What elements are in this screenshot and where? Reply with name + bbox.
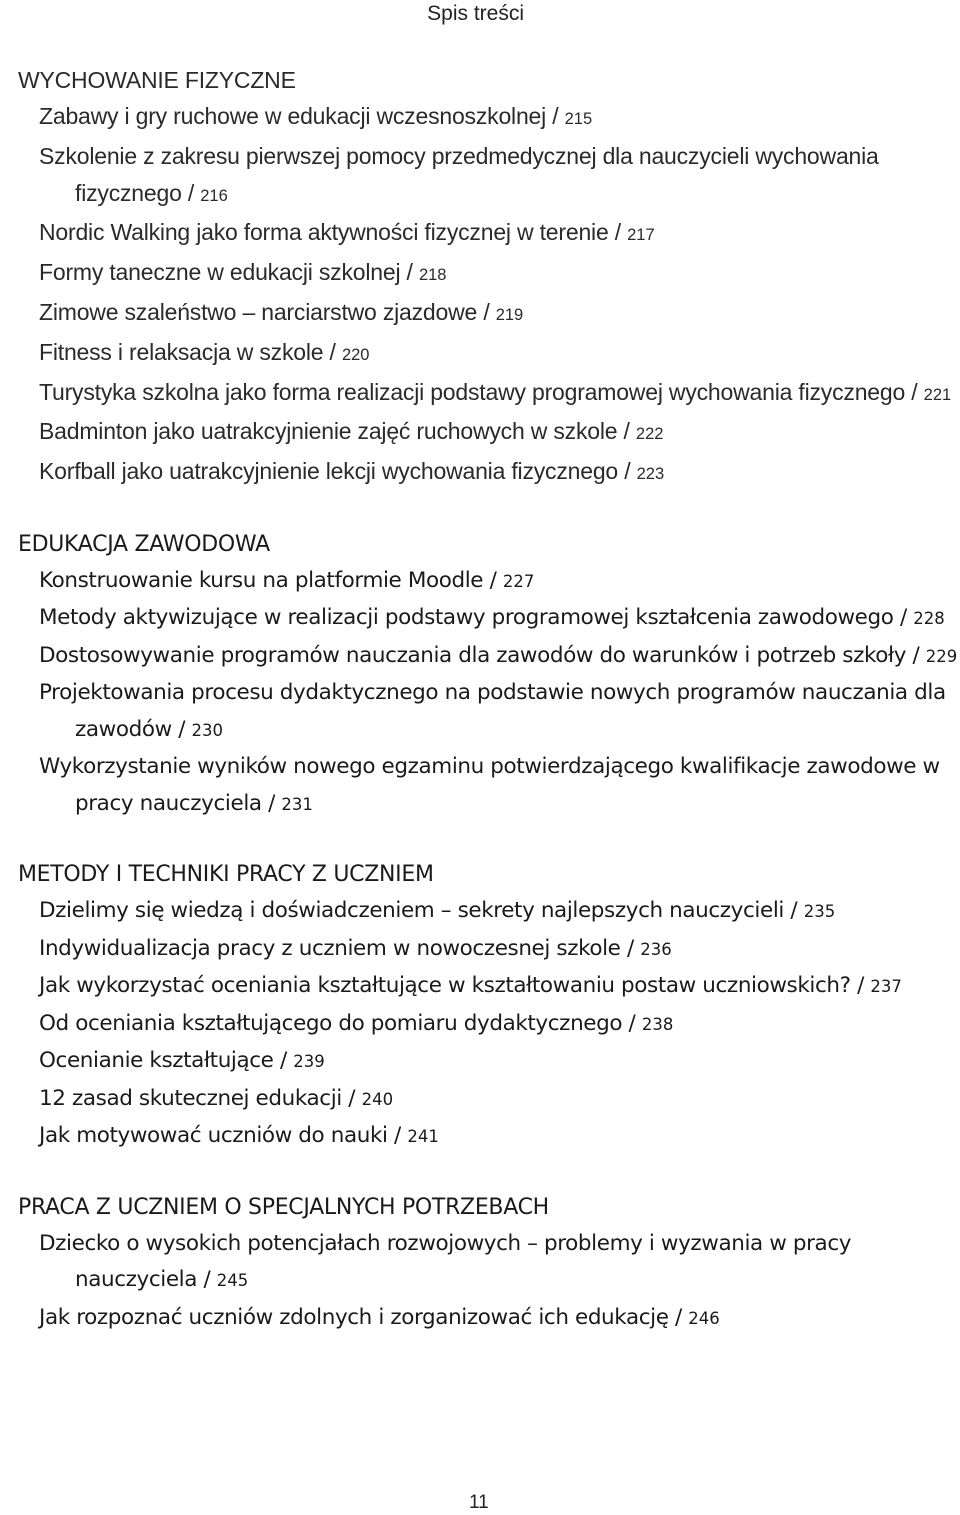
toc-entry: Dzielimy się wiedzą i doświadczeniem – sekrety najlepszych nauczycieli / 235: [39, 898, 836, 924]
entry-title: Formy taneczne w edukacji szkolnej: [39, 259, 401, 286]
toc-section: [18, 527, 958, 824]
entry-title: Badminton jako uatrakcyjnienie zajęć ruchowych w szkole: [39, 418, 618, 445]
toc-entry: Indywidualizacja pracy z uczniem w nowoczesnej szkole / 236: [39, 935, 672, 961]
toc-section: [18, 857, 958, 1156]
entry-title: Jak wykorzystać oceniania kształtujące w kształtowaniu postaw uczniowskich?: [39, 973, 851, 999]
entry-page: 223: [636, 465, 665, 484]
entry-page: 231: [281, 794, 313, 814]
toc-entry: Od oceniania kształtującego do pomiaru dydaktycznego / 238: [39, 1010, 674, 1036]
toc-entry: Konstruowanie kursu na platformie Moodle / 227: [39, 567, 535, 593]
running-head: Spis treści: [427, 2, 524, 25]
entry-title: Indywidualizacja pracy z uczniem w nowoczesnej szkole: [39, 935, 621, 961]
entry-title: Jak motywować uczniów do nauki: [39, 1123, 388, 1149]
entry-title: Dziecko o wysokich potencjałach rozwojowych – problemy i wyzwania w pracy nauczyciela: [39, 1230, 852, 1293]
entry-title: Jak rozpoznać uczniów zdolnych i zorganizować ich edukację: [39, 1304, 669, 1330]
entry-title: Szkolenie z zakresu pierwszej pomocy przedmedycznej dla nauczycieli wychowania fizycznego: [39, 142, 879, 206]
entry-page: 215: [564, 110, 593, 128]
entry-page: 221: [923, 385, 952, 404]
toc-entry: 12 zasad skutecznej edukacji / 240: [39, 1085, 394, 1111]
toc-entry: Metody aktywizujące w realizacji podstawy programowej kształcenia zawodowego / 228: [39, 605, 945, 631]
entry-page: 238: [641, 1014, 674, 1034]
entry-page: 216: [200, 186, 228, 205]
toc-entry: Badminton jako uatrakcyjnienie zajęć ruchowych w szkole / 222: [39, 418, 664, 445]
section-title: PRACA Z UCZNIEM O SPECJALNYCH POTRZEBACH: [18, 1194, 549, 1220]
toc-entry: Jak rozpoznać uczniów zdolnych i zorganizować ich edukację / 246: [39, 1304, 720, 1330]
toc-section: [18, 62, 958, 493]
toc-entry: Dziecko o wysokich potencjałach rozwojowych – problemy i wyzwania w pracy nauczyciela / 245: [39, 1230, 852, 1293]
entry-page: 219: [495, 305, 524, 324]
toc-entry: Projektowania procesu dydaktycznego na podstawie nowych programów nauczania dla zawodów / 230: [39, 680, 946, 742]
entry-title: Metody aktywizujące w realizacji podstawy programowej kształcenia zawodowego: [39, 605, 894, 631]
entry-title: 12 zasad skutecznej edukacji: [39, 1085, 342, 1111]
toc-entry: Turystyka szkolna jako forma realizacji podstawy programowej wychowania fizycznego / 221: [39, 378, 952, 405]
entry-page: 228: [913, 609, 945, 629]
toc-entry: Ocenianie kształtujące / 239: [39, 1048, 325, 1074]
entry-title: Ocenianie kształtujące: [39, 1048, 274, 1074]
section-title: METODY I TECHNIKI PRACY Z UCZNIEM: [18, 862, 434, 888]
section-title: EDUKACJA ZAWODOWA: [18, 531, 270, 557]
entry-title: Dostosowywanie programów nauczania dla zawodów do warunków i potrzeb szkoły: [39, 642, 907, 668]
toc-entry: Zabawy i gry ruchowe w edukacji wczesnoszkolnej / 215: [39, 103, 593, 129]
entry-page: 230: [191, 720, 224, 740]
entry-title: Fitness i relaksacja w szkole: [39, 338, 324, 365]
toc-entry: Jak wykorzystać oceniania kształtujące w kształtowaniu postaw uczniowskich? / 237: [39, 973, 902, 999]
entry-page: 240: [361, 1089, 394, 1109]
entry-page: 237: [870, 977, 902, 997]
section-title: WYCHOWANIE FIZYCZNE: [18, 67, 296, 93]
toc-entry: Wykorzystanie wyników nowego egzaminu potwierdzającego kwalifikacje zawodowe w pracy nauczyciela / 231: [39, 754, 940, 816]
entry-page: 222: [635, 425, 664, 444]
toc-entry: Nordic Walking jako forma aktywności fizycznej w terenie / 217: [39, 219, 655, 246]
entry-page: 235: [803, 902, 836, 922]
entry-title: Korfball jako uatrakcyjnienie lekcji wychowania fizycznego: [39, 458, 619, 485]
toc-entry: Fitness i relaksacja w szkole / 220: [39, 338, 370, 365]
toc-entry: Jak motywować uczniów do nauki / 241: [39, 1123, 439, 1149]
entry-title: Projektowania procesu dydaktycznego na podstawie nowych programów nauczania dla zawodów: [39, 680, 946, 742]
entry-page: 245: [216, 1271, 249, 1291]
entry-page: 239: [293, 1052, 325, 1072]
table-of-contents: [18, 62, 958, 1371]
entry-page: 227: [502, 571, 535, 591]
entry-title: Wykorzystanie wyników nowego egzaminu potwierdzającego kwalifikacje zawodowe w pracy nauczyciela: [39, 754, 940, 816]
entry-page: 246: [688, 1308, 720, 1328]
entry-title: Konstruowanie kursu na platformie Moodle: [39, 567, 484, 593]
entry-title: Turystyka szkolna jako forma realizacji podstawy programowej wychowania fizycznego: [39, 378, 906, 405]
entry-page: 229: [925, 646, 958, 666]
page-number: 11: [469, 1492, 489, 1513]
entry-title: Zimowe szaleństwo – narciarstwo zjazdowe: [39, 298, 478, 325]
toc-section: [18, 1190, 958, 1338]
toc-entry: Korfball jako uatrakcyjnienie lekcji wychowania fizycznego / 223: [39, 458, 665, 485]
entry-page: 241: [407, 1127, 439, 1147]
entry-title: Nordic Walking jako forma aktywności fizycznej w terenie: [39, 219, 609, 246]
toc-entry: Szkolenie z zakresu pierwszej pomocy przedmedycznej dla nauczycieli wychowania fizycznego / 216: [39, 142, 879, 206]
entry-title: Od oceniania kształtującego do pomiaru dydaktycznego: [39, 1010, 623, 1036]
entry-page: 218: [418, 266, 447, 285]
entry-page: 217: [627, 226, 655, 245]
toc-entry: Dostosowywanie programów nauczania dla zawodów do warunków i potrzeb szkoły / 229: [39, 642, 958, 668]
entry-page: 220: [341, 345, 370, 364]
toc-entry: Zimowe szaleństwo – narciarstwo zjazdowe / 219: [39, 298, 524, 325]
entry-title: Dzielimy się wiedzą i doświadczeniem – sekrety najlepszych nauczycieli: [39, 898, 784, 924]
entry-page: 236: [640, 939, 672, 959]
toc-entry: Formy taneczne w edukacji szkolnej / 218: [39, 259, 447, 286]
entry-title: Zabawy i gry ruchowe w edukacji wczesnoszkolnej: [39, 103, 547, 129]
